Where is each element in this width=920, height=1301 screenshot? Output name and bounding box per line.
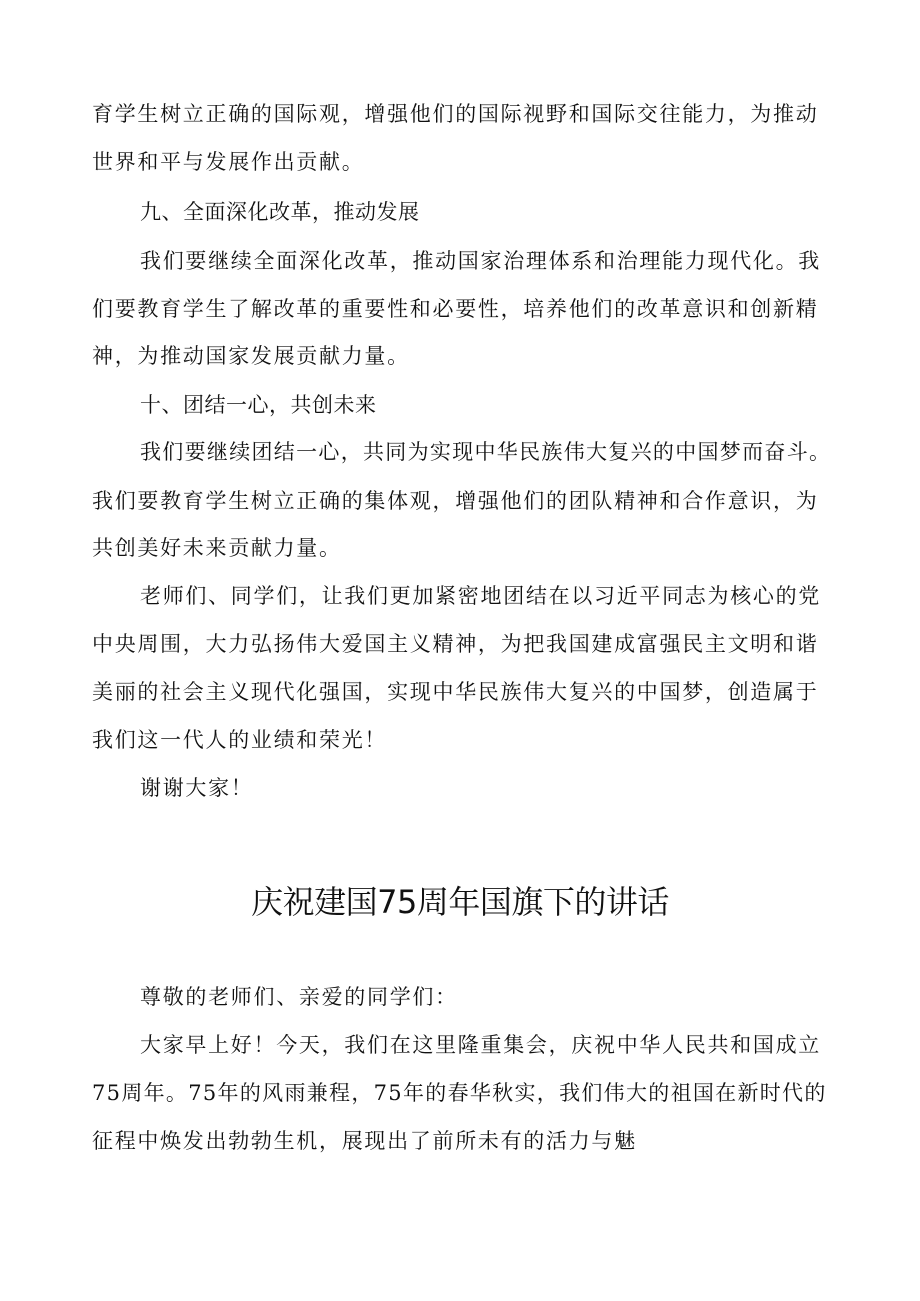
section-heading-10: 十、团结一心，共创未来 bbox=[140, 393, 377, 417]
greeting-line: 尊敬的老师们、亲爱的同学们： bbox=[140, 985, 458, 1009]
paragraph-line: 美丽的社会主义现代化强国，实现中华民族伟大复兴的中国梦，创造属于 bbox=[92, 680, 819, 704]
paragraph-line: 们要教育学生了解改革的重要性和必要性，培养他们的改革意识和创新精 bbox=[92, 297, 819, 321]
paragraph-line: 75周年。75年的风雨兼程，75年的春华秋实，我们伟大的祖国在新时代的 bbox=[92, 1081, 827, 1105]
paragraph-line: 老师们、同学们，让我们更加紧密地团结在以习近平同志为核心的党 bbox=[140, 584, 821, 608]
paragraph-line: 大家早上好！今天，我们在这里隆重集会，庆祝中华人民共和国成立 bbox=[140, 1033, 821, 1057]
paragraph-line: 神，为推动国家发展贡献力量。 bbox=[92, 344, 410, 368]
paragraph-line: 中央周围，大力弘扬伟大爱国主义精神，为把我国建成富强民主文明和谐 bbox=[92, 632, 819, 656]
paragraph-line: 育学生树立正确的国际观，增强他们的国际视野和国际交往能力，为推动 bbox=[92, 102, 819, 126]
paragraph-line: 世界和平与发展作出贡献。 bbox=[92, 150, 365, 174]
paragraph-line: 征程中焕发出勃勃生机，展现出了前所未有的活力与魅 bbox=[92, 1129, 637, 1153]
speech-title: 庆祝建国75周年国旗下的讲话 bbox=[251, 883, 669, 921]
paragraph-line: 共创美好未来贡献力量。 bbox=[92, 536, 342, 560]
section-heading-9: 九、全面深化改革，推动发展 bbox=[140, 200, 420, 224]
paragraph-line: 我们这一代人的业绩和荣光！ bbox=[92, 728, 388, 752]
paragraph-line: 我们要继续团结一心，共同为实现中华民族伟大复兴的中国梦而奋斗。 bbox=[140, 440, 832, 464]
thanks-line: 谢谢大家！ bbox=[140, 776, 254, 800]
paragraph-line: 我们要继续全面深化改革，推动国家治理体系和治理能力现代化。我 bbox=[140, 249, 821, 273]
paragraph-line: 我们要教育学生树立正确的集体观，增强他们的团队精神和合作意识，为 bbox=[92, 489, 819, 513]
